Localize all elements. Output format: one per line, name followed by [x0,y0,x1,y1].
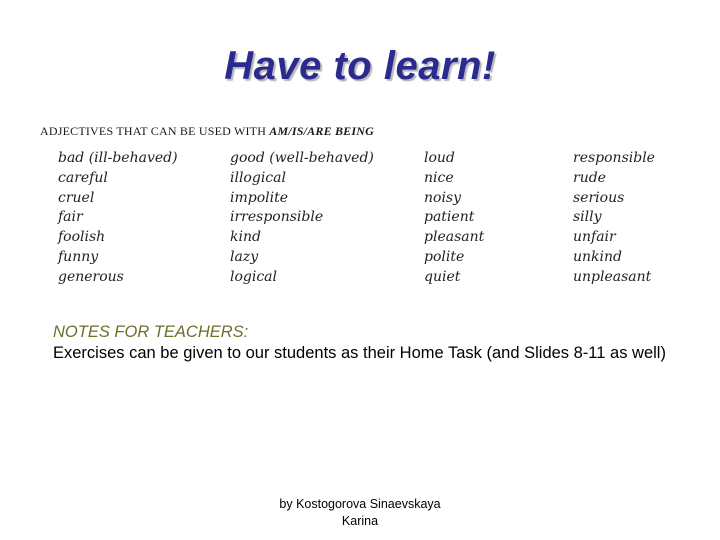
word-list-item: responsible [573,150,655,166]
word-list-heading [40,124,374,139]
word-list-item: unfair [573,229,616,246]
word-column-3 [424,149,484,288]
word-list-item: fair [58,209,83,226]
slide-title: Have to learn! [224,44,496,88]
word-list-heading-prefix: ADJECTIVES THAT CAN BE USED WITH [40,124,270,138]
author-credit [255,496,465,530]
word-list-item: irresponsible [230,209,324,226]
word-list-item: lazy [230,248,259,265]
word-list-item: serious [573,189,625,206]
word-list-item: generous [58,268,124,285]
word-list-item: patient [424,209,475,226]
word-column-4 [573,149,655,288]
word-list-item: good (well-behaved) [230,150,374,166]
word-list-item: illogical [230,169,286,186]
adjectives-word-list [32,118,672,296]
word-list-item: nice [424,169,454,186]
word-list-item: impolite [230,189,289,206]
teacher-notes [53,322,673,364]
author-credit-line-1: by Kostogorova Sinaevskaya [279,497,441,511]
word-column-2 [230,149,374,288]
word-list-item: quiet [424,268,461,285]
word-list-item: kind [230,229,261,246]
word-column-1 [58,149,178,288]
word-list-item: careful [58,169,108,186]
notes-heading: NOTES FOR TEACHERS: [53,323,249,341]
word-list-item: bad (ill-behaved) [58,150,178,166]
notes-body: Exercises can be given to our students as their Home Task (and Slides 8-11 as well) [53,344,666,362]
word-list-item: silly [573,209,602,226]
author-credit-line-2: Karina [341,514,379,528]
word-list-item: logical [230,268,278,285]
word-list-item: polite [424,248,465,265]
word-list-item: pleasant [424,229,485,246]
word-list-item: unkind [573,248,622,265]
word-list-item: funny [58,248,99,265]
word-list-heading-emphasis: AM/IS/ARE BEING [269,124,374,138]
word-list-item: loud [424,150,455,166]
word-list-item: noisy [424,189,462,206]
word-list-item: unpleasant [573,268,652,285]
word-list-item: rude [573,169,606,186]
word-list-item: foolish [58,229,106,246]
word-list-item: cruel [58,189,95,206]
